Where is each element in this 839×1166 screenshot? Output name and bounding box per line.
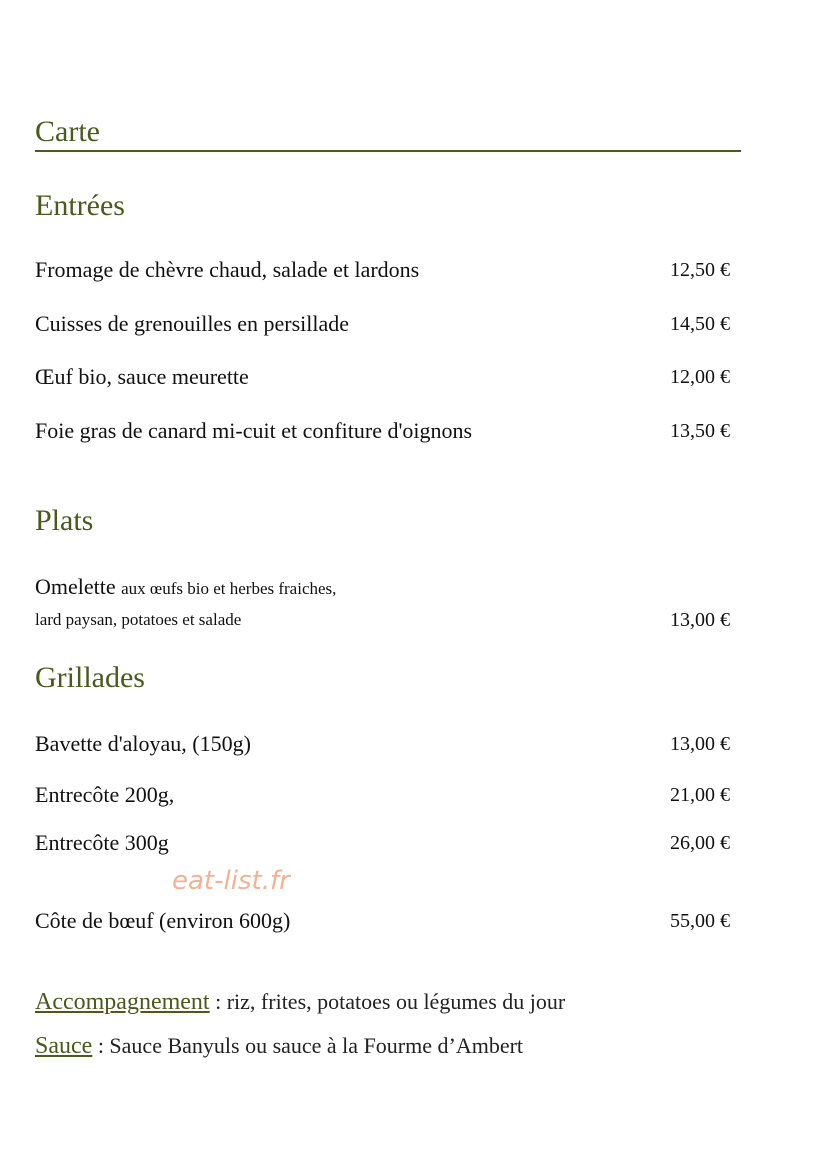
sauce-note	[35, 1031, 523, 1061]
item-price: 21,00 €	[670, 784, 730, 806]
item-detail-line: lard paysan, potatoes et salade	[35, 610, 242, 629]
section-heading-entrees: Entrées	[35, 189, 125, 222]
item-price: 14,50 €	[670, 313, 730, 335]
sauce-label: Sauce	[35, 1033, 93, 1059]
item-name: Fromage de chèvre chaud, salade et lardons	[35, 257, 420, 282]
item-price: 13,00 €	[670, 609, 730, 631]
item-name: Cuisses de grenouilles en persillade	[35, 311, 350, 336]
item-name: Foie gras de canard mi-cuit et confiture d'oignons	[35, 418, 473, 443]
item-price: 26,00 €	[670, 832, 730, 854]
item-name: Bavette d'aloyau, (150g)	[35, 731, 251, 756]
menu-item	[35, 829, 745, 859]
menu-item	[35, 310, 745, 340]
menu-item	[35, 417, 745, 447]
accompagnement-label: Accompagnement	[35, 989, 210, 1015]
item-detail: aux œufs bio et herbes fraiches,	[121, 579, 337, 598]
sauce-text: : Sauce Banyuls ou sauce à la Fourme d’Ambert	[92, 1033, 524, 1058]
item-name: Entrecôte 300g	[35, 830, 169, 855]
item-name: Œuf bio, sauce meurette	[35, 364, 249, 389]
accompagnement-text: : riz, frites, potatoes ou légumes du jour	[209, 989, 566, 1014]
menu-item	[35, 256, 745, 286]
item-name	[35, 573, 336, 603]
item-price: 12,50 €	[670, 259, 730, 281]
item-price: 55,00 €	[670, 910, 730, 932]
menu-item	[35, 363, 745, 393]
item-name: Entrecôte 200g,	[35, 782, 175, 807]
menu-item	[35, 573, 745, 603]
section-heading-grillades: Grillades	[35, 661, 145, 694]
menu-title: Carte	[35, 114, 741, 152]
item-price: 12,00 €	[670, 366, 730, 388]
item-name-main: Omelette	[35, 574, 116, 599]
item-price: 13,50 €	[670, 420, 730, 442]
accompagnement-note	[35, 987, 565, 1017]
section-heading-plats: Plats	[35, 504, 94, 537]
item-price: 13,00 €	[670, 733, 730, 755]
menu-item-price-row	[35, 606, 745, 636]
menu-item	[35, 781, 745, 811]
watermark: eat-list.fr	[172, 866, 290, 896]
menu-item	[35, 730, 745, 760]
item-name: Côte de bœuf (environ 600g)	[35, 908, 291, 933]
menu-item	[35, 907, 745, 937]
